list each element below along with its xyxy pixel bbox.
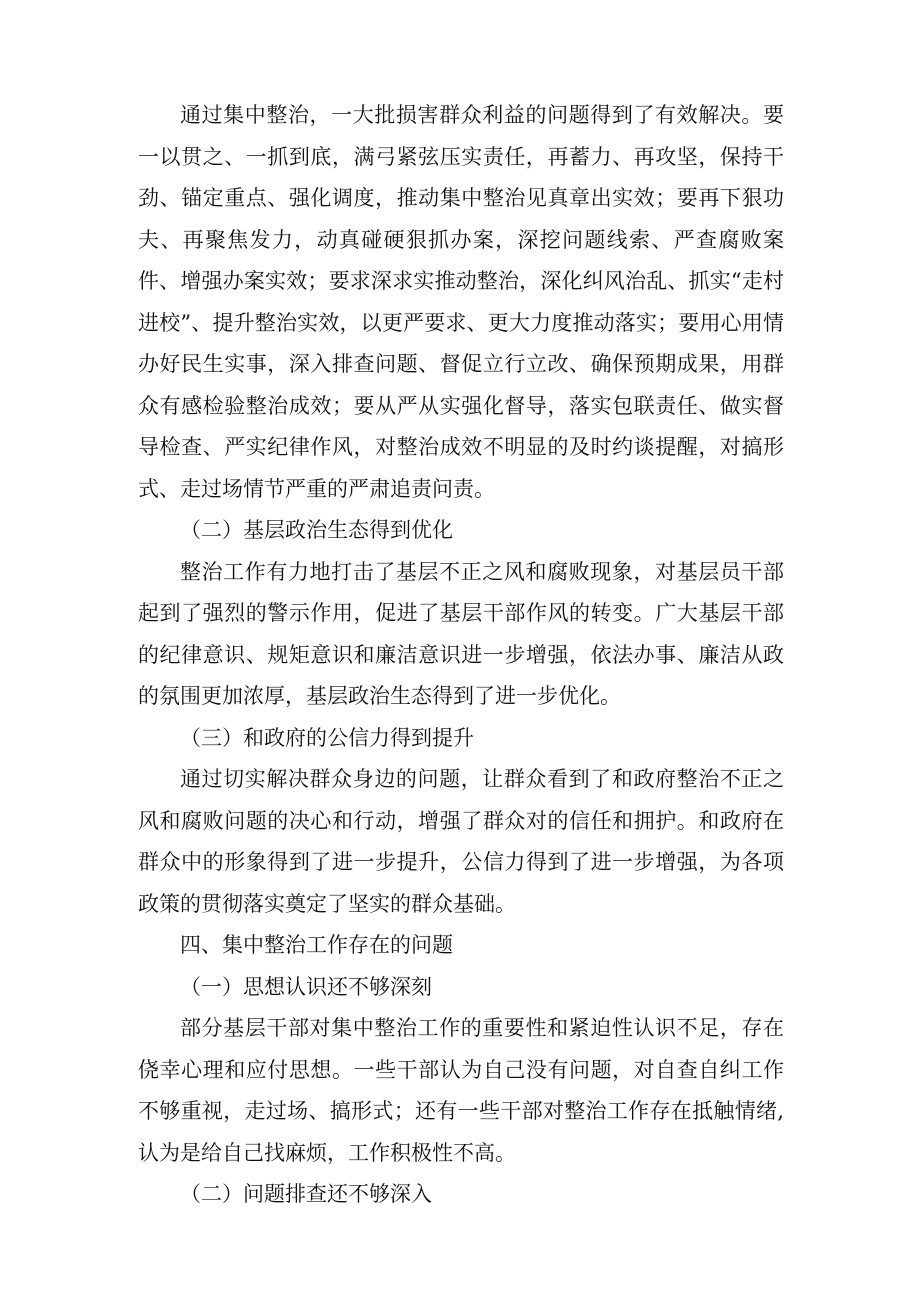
section-heading-political-ecology: （二）基层政治生态得到优化 bbox=[180, 518, 453, 542]
paragraph-political-ecology: 整治工作有力地打击了基层不正之风和腐败现象，对基层员干部起到了强烈的警示作用，促进了基层干部作风的转变。广大基层干部的纪律意识、规矩意识和廉洁意识进一步增强，依法办事、廉洁从政的氛围更加浓厚，基层政治生态得到了进一步优化。 bbox=[138, 559, 784, 708]
paragraph-ideological-awareness: 部分基层干部对集中整治工作的重要性和紧迫性认识不足，存在侥幸心理和应付思想。一些干部认为自己没有问题，对自查自纠工作不够重视，走过场、搞形式；还有一些干部对整治工作存在抵触情绪,认为是给自己找麻烦，工作积极性不高。 bbox=[138, 1016, 784, 1165]
section-heading-problem-investigation: （二）问题排查还不够深入 bbox=[180, 1182, 432, 1206]
section-heading-ideological-awareness: （一）思想认识还不够深刻 bbox=[180, 974, 432, 999]
section-heading-credibility: （三）和政府的公信力得到提升 bbox=[180, 725, 474, 750]
paragraph-rectification-results: 通过集中整治，一大批损害群众利益的问题得到了有效解决。要一以贯之、一抓到底，满弓紧弦压实责任，再蓄力、再攻坚，保持干劲、锚定重点、强化调度，推动集中整治见真章出实效；要再下狠功夫、再聚焦发力，动真碰硬狠抓办案，深挖问题线索、严查腐败案件、增强办案实效；要求深求实推动整治，深化纠风治乱、抓实“走村进校”、提升整治实效，以更严要求、更大力度推动落实；要用心用情办好民生实事，深入排查问题、督促立行立改、确保预期成果，用群众有感检验整治成效；要从严从实强化督导，落实包联责任、做实督导检查、严实纪律作风，对整治成效不明显的及时约谈提醒，对搞形式、走过场情节严重的严肃追责问责。 bbox=[138, 103, 784, 501]
paragraph-credibility: 通过切实解决群众身边的问题，让群众看到了和政府整治不正之风和腐败问题的决心和行动，增强了群众对的信任和拥护。和政府在群众中的形象得到了进一步提升，公信力得到了进一步增强，为各项政策的贯彻落实奠定了坚实的群众基础。 bbox=[138, 767, 784, 916]
chapter-heading-existing-problems: 四、集中整治工作存在的问题 bbox=[180, 933, 453, 957]
document-body bbox=[138, 95, 784, 1216]
